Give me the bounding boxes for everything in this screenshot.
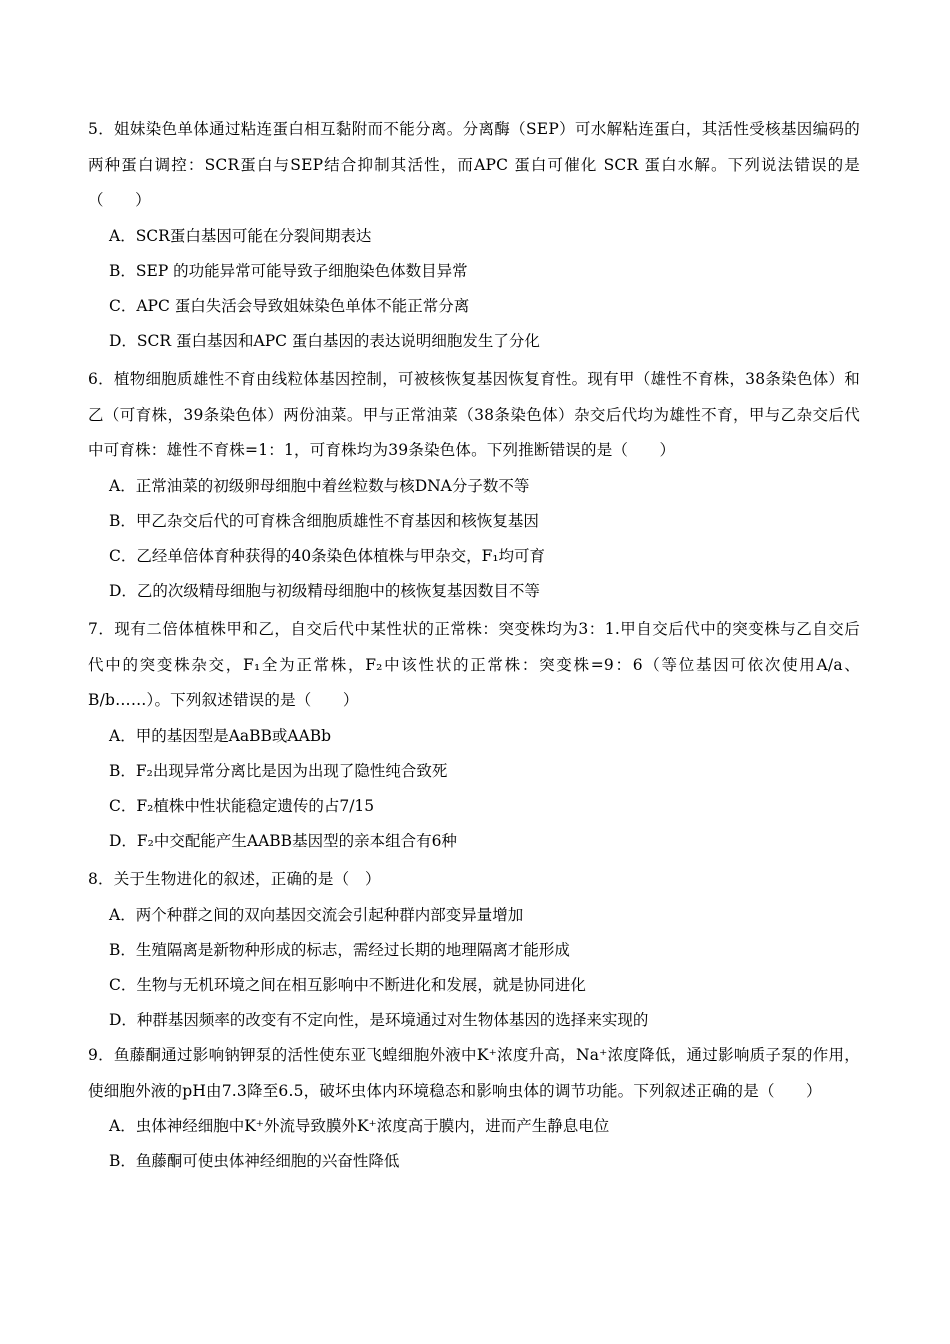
question-stem: 6．植物细胞质雄性不育由线粒体基因控制，可被核恢复基因恢复育性。现有甲（雄性不育株，38条染色体）和乙（可育株，39条染色体）两份油菜。甲与正常油菜（38条染色体）杂交后代均为雄性不育，甲与乙杂交后代中可育株：雄性不育株=1：1，可育株均为39条染色体。下列推断错误的是（ ） xyxy=(88,370,860,459)
option-c: C．APC 蛋白失活会导致姐妹染色单体不能正常分离 xyxy=(109,296,470,315)
option-d: D．乙的次级精母细胞与初级精母细胞中的核恢复基因数目不等 xyxy=(109,581,540,600)
option-d: D．种群基因频率的改变有不定向性，是环境通过对生物体基因的选择来实现的 xyxy=(109,1010,649,1029)
question-5 xyxy=(88,112,860,359)
option-d: D．F₂中交配能产生AABB基因型的亲本组合有6种 xyxy=(109,831,457,850)
option-b: B．F₂出现异常分离比是因为出现了隐性纯合致死 xyxy=(109,761,448,780)
question-stem: 5．姐妹染色单体通过粘连蛋白相互黏附而不能分离。分离酶（SEP）可水解粘连蛋白，其活性受核基因编码的两种蛋白调控：SCR蛋白与SEP结合抑制其活性，而APC 蛋白可催化 SCR 蛋白水解。下列说法错误的是（ ） xyxy=(88,120,860,209)
question-7 xyxy=(88,612,860,859)
question-stem: 7．现有二倍体植株甲和乙，自交后代中某性状的正常株：突变株均为3：1.甲自交后代中的突变株与乙自交后代中的突变株杂交，F₁全为正常株，F₂中该性状的正常株：突变株=9：6（等位基因可依次使用A/a、B/b……）。下列叙述错误的是（ ） xyxy=(88,620,860,709)
question-stem: 9．鱼藤酮通过影响钠钾泵的活性使东亚飞蝗细胞外液中K⁺浓度升高，Na⁺浓度降低，通过影响质子泵的作用，使细胞外液的pH由7.3降至6.5，破坏虫体内环境稳态和影响虫体的调节功能。下列叙述正确的是（ ） xyxy=(88,1046,860,1100)
option-a: A．SCR蛋白基因可能在分裂间期表达 xyxy=(109,226,372,245)
option-b: B．SEP 的功能异常可能导致子细胞染色体数目异常 xyxy=(109,261,468,280)
question-9 xyxy=(88,1038,860,1179)
question-stem: 8．关于生物进化的叙述，正确的是（ ） xyxy=(88,870,381,888)
option-c: C．生物与无机环境之间在相互影响中不断进化和发展，就是协同进化 xyxy=(109,975,586,994)
option-c: C．乙经单倍体育种获得的40条染色体植株与甲杂交，F₁均可育 xyxy=(109,546,546,565)
question-6 xyxy=(88,362,860,609)
option-b: B．鱼藤酮可使虫体神经细胞的兴奋性降低 xyxy=(109,1152,400,1170)
question-8 xyxy=(88,862,860,1038)
option-d: D．SCR 蛋白基因和APC 蛋白基因的表达说明细胞发生了分化 xyxy=(109,331,540,350)
option-b: B．甲乙杂交后代的可育株含细胞质雄性不育基因和核恢复基因 xyxy=(109,511,539,530)
option-a: A．两个种群之间的双向基因交流会引起种群内部变异量增加 xyxy=(109,905,524,924)
option-a: A．甲的基因型是AaBB或AABb xyxy=(109,726,332,745)
option-a: A．虫体神经细胞中K⁺外流导致膜外K⁺浓度高于膜内，进而产生静息电位 xyxy=(109,1117,610,1135)
option-b: B．生殖隔离是新物种形成的标志，需经过长期的地理隔离才能形成 xyxy=(109,940,570,959)
option-a: A．正常油菜的初级卵母细胞中着丝粒数与核DNA分子数不等 xyxy=(109,476,530,495)
option-c: C．F₂植株中性状能稳定遗传的占7/15 xyxy=(109,796,375,815)
